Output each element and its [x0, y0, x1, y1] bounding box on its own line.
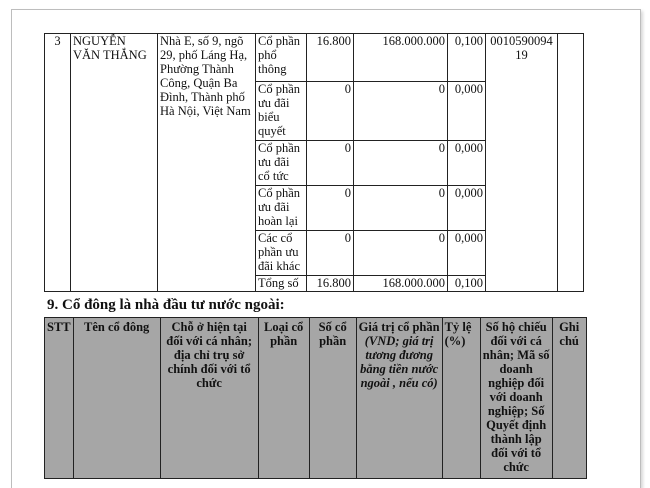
header-quantity: Số cổ phần [309, 318, 356, 479]
header-ratio: Tỷ lệ (%) [442, 318, 480, 479]
share-ratio: 0,100 [448, 34, 486, 82]
header-id-number: Số hộ chiếu đối với cá nhân; Mã số doanh nghiệp đối với doanh nghiệp; Số Quyết định thành lập đối với tổ chức [480, 318, 552, 479]
share-quantity: 0 [307, 231, 354, 276]
share-value: 0 [354, 186, 448, 231]
share-type: Cổ phần phổ thông [256, 34, 307, 82]
share-ratio: 0,000 [448, 231, 486, 276]
stt-cell: 3 [45, 34, 71, 292]
total-value: 168.000.000 [354, 276, 448, 292]
share-value: 0 [354, 231, 448, 276]
share-ratio: 0,000 [448, 186, 486, 231]
share-ratio: 0,000 [448, 141, 486, 186]
share-quantity: 16.800 [307, 34, 354, 82]
header-value-note: (VND; giá trị tương đương bằng tiền nước ngoài , nếu có) [360, 334, 439, 390]
header-row [45, 318, 587, 479]
share-row [45, 34, 584, 82]
share-value: 0 [354, 141, 448, 186]
shareholder-table [44, 33, 584, 292]
total-label: Tổng số [256, 276, 307, 292]
total-quantity: 16.800 [307, 276, 354, 292]
share-quantity: 0 [307, 141, 354, 186]
header-value [356, 318, 442, 479]
shareholder-name: NGUYỄN VĂN THẮNG [71, 34, 158, 292]
share-quantity: 0 [307, 82, 354, 141]
section-heading: 9. Cổ đông là nhà đầu tư nước ngoài: [47, 297, 285, 313]
share-type: Cổ phần ưu đãi biểu quyết [256, 82, 307, 141]
share-quantity: 0 [307, 186, 354, 231]
share-value: 168.000.000 [354, 34, 448, 82]
share-ratio: 0,000 [448, 82, 486, 141]
shareholder-address: Nhà E, số 9, ngõ 29, phố Láng Hạ, Phường Thành Công, Quận Ba Đình, Thành phố Hà Nội, Việt Nam [158, 34, 256, 292]
foreign-shareholder-table [44, 317, 587, 479]
header-value-main: Giá trị cổ phần [358, 320, 440, 334]
header-note: Ghi chú [552, 318, 586, 479]
header-name: Tên cổ đông [73, 318, 160, 479]
header-share-type: Loại cổ phần [258, 318, 309, 479]
total-ratio: 0,100 [448, 276, 486, 292]
share-type: Cổ phần ưu đãi hoàn lại [256, 186, 307, 231]
header-stt: STT [45, 318, 74, 479]
note-cell [558, 34, 584, 292]
header-address: Chỗ ở hiện tại đối với cá nhân; địa chỉ trụ sở chính đối với tổ chức [160, 318, 258, 479]
share-type: Các cổ phần ưu đãi khác [256, 231, 307, 276]
id-number: 001059009419 [486, 34, 558, 292]
share-value: 0 [354, 82, 448, 141]
share-type: Cổ phần ưu đãi cổ tức [256, 141, 307, 186]
